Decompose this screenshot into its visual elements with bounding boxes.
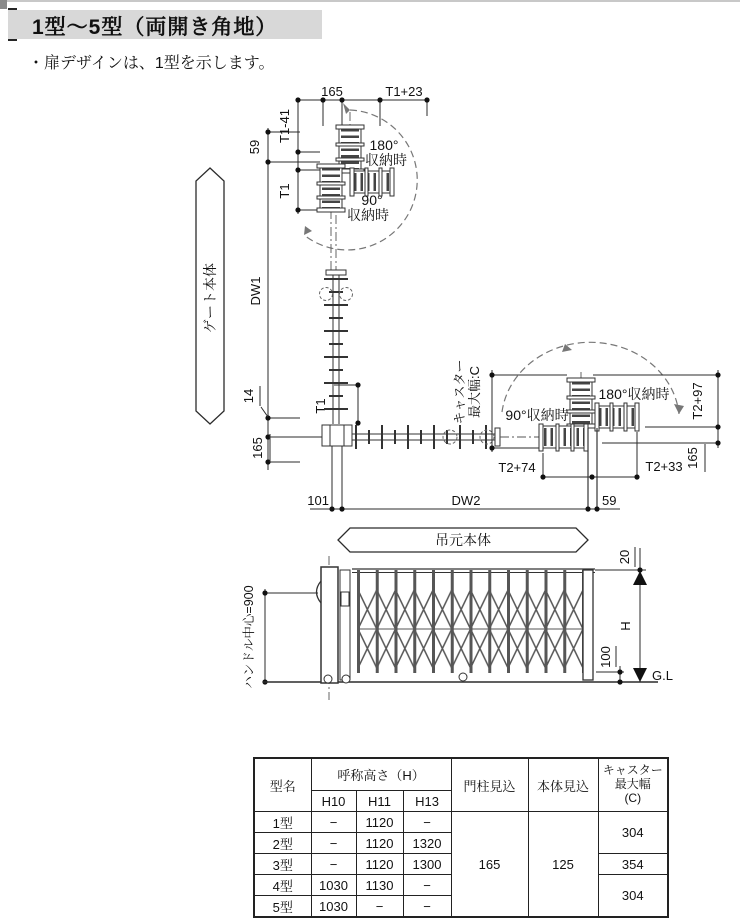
header-height: 呼称高さ（H） xyxy=(311,758,451,791)
cell-h13: 1320 xyxy=(403,833,451,854)
dim-dw1: DW1 xyxy=(248,276,263,306)
header-caster-line1: キャスター xyxy=(602,763,663,778)
label-stored-90-right: 90°収納時 xyxy=(505,407,569,423)
label-hinge-body: 吊元本体 xyxy=(435,532,491,548)
dot xyxy=(355,420,360,425)
label-caster-width-line1: キャスター xyxy=(452,359,467,425)
cell-model: 4型 xyxy=(254,875,311,896)
hinge-body-banner xyxy=(338,528,588,552)
spec-table xyxy=(253,757,669,918)
dim-handle-center: ハンドル中心=900 xyxy=(242,585,256,689)
label-stored-180-top-line1: 180° xyxy=(369,137,399,153)
cell-model: 5型 xyxy=(254,896,311,918)
dim-t1-lower: T1 xyxy=(313,398,328,414)
cell-h11: 1120 xyxy=(356,812,403,833)
closed-gate-horizontal-chain xyxy=(352,428,540,446)
dim-100: 100 xyxy=(598,646,613,668)
cell-h13: − xyxy=(403,875,451,896)
top-gate-assembly xyxy=(304,103,417,274)
dim-101: 101 xyxy=(307,493,329,508)
cell-body-depth: 125 xyxy=(528,812,598,918)
header-h10: H10 xyxy=(311,791,356,812)
cell-h13: − xyxy=(403,812,451,833)
cell-h10: 1030 xyxy=(311,875,356,896)
label-stored-90-top-line2: 収納時 xyxy=(347,207,389,223)
header-caster-line2: 最大幅 xyxy=(614,777,651,792)
cell-h10: 1030 xyxy=(311,896,356,918)
header-body-depth: 本体見込 xyxy=(528,758,598,812)
cell-h11: 1120 xyxy=(356,854,403,875)
dim-h: H xyxy=(618,621,633,631)
dim-dw2: DW2 xyxy=(451,493,481,508)
dim-14: 14 xyxy=(241,388,256,404)
page-title: 1型〜5型（両開き角地） xyxy=(32,16,278,39)
cell-h11: − xyxy=(356,896,403,918)
dim-t1-lower-line xyxy=(334,383,358,425)
cell-caster-12: 304 xyxy=(598,812,668,854)
gate-body-banner xyxy=(196,168,224,424)
dim-165-left: 165 xyxy=(250,437,265,459)
cell-h11: 1120 xyxy=(356,833,403,854)
note-text: ・扉デザインは、1型を示します。 xyxy=(28,55,275,72)
cell-h10: − xyxy=(311,854,356,875)
label-stored-90-top-line1: 90° xyxy=(361,192,383,208)
dim-t2-plus-97: T2+97 xyxy=(690,382,705,420)
dim-t1-minus-41: T1-41 xyxy=(277,109,292,143)
label-gl: G.L xyxy=(652,668,673,683)
dim-t2-plus-74: T2+74 xyxy=(498,460,536,475)
header-model: 型名 xyxy=(254,758,311,812)
dim-t2-plus-33: T2+33 xyxy=(645,459,683,474)
dot xyxy=(355,382,360,387)
table-row xyxy=(254,812,668,833)
dim-59-bottom: 59 xyxy=(602,493,617,508)
dim-14-leader xyxy=(261,407,268,417)
cell-model: 3型 xyxy=(254,854,311,875)
header-caster-line3: (C) xyxy=(624,790,642,805)
cell-post-depth: 165 xyxy=(451,812,528,918)
label-stored-180-right: 180°収納時 xyxy=(598,386,670,402)
elevation-view xyxy=(262,547,658,700)
header-caster-width xyxy=(598,758,668,812)
cell-h11: 1130 xyxy=(356,875,403,896)
dim-165-top: 165 xyxy=(321,84,343,99)
label-gate-body: ゲート本体 xyxy=(202,263,218,333)
label-caster-width-line2: 最大幅:C xyxy=(467,365,482,419)
cell-model: 1型 xyxy=(254,812,311,833)
cell-h13: − xyxy=(403,896,451,918)
label-stored-180-top-line2: 収納時 xyxy=(365,152,407,168)
dim-165-right: 165 xyxy=(685,447,700,469)
dim-t1-plus-23: T1+23 xyxy=(385,84,423,99)
header-post-depth: 門柱見込 xyxy=(451,758,528,812)
dim-20: 20 xyxy=(617,549,632,565)
cell-caster-45: 304 xyxy=(598,875,668,918)
cell-h10: − xyxy=(311,812,356,833)
dim-t1-upper: T1 xyxy=(277,183,292,199)
cell-h13: 1300 xyxy=(403,854,451,875)
cell-h10: − xyxy=(311,833,356,854)
header-h11: H11 xyxy=(356,791,403,812)
cell-model: 2型 xyxy=(254,833,311,854)
dim-59-left: 59 xyxy=(247,139,262,155)
right-gate-assembly xyxy=(502,342,684,509)
cell-caster-3: 354 xyxy=(598,854,668,875)
header-h13: H13 xyxy=(403,791,451,812)
